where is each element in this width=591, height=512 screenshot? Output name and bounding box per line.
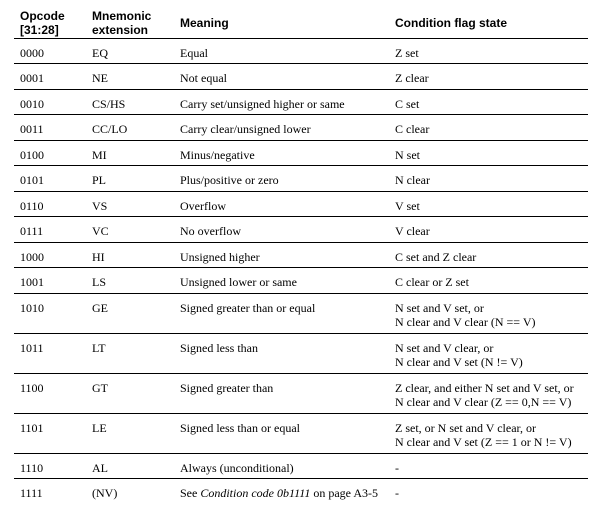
cell-flag-state: [389, 479, 588, 505]
cell-mnemonic: VS: [86, 191, 174, 217]
cell-opcode: 1101: [14, 413, 86, 453]
cell-mnemonic: EQ: [86, 38, 174, 64]
cell-meaning: [174, 479, 389, 505]
cell-meaning: No overflow: [174, 217, 389, 243]
flag-state-line: C set: [395, 96, 420, 111]
cell-flag-state: [389, 89, 588, 115]
table-row: [14, 64, 588, 90]
flag-state-line: V set: [395, 198, 420, 213]
cell-opcode: 0000: [14, 38, 86, 64]
flag-state-line: N clear: [395, 173, 430, 187]
flag-state-line: N clear and V clear (N == V): [395, 314, 536, 329]
table-row: [14, 89, 588, 115]
cell-opcode: 0101: [14, 166, 86, 192]
cell-mnemonic: GT: [86, 373, 174, 413]
flag-state-line: N set: [395, 147, 420, 162]
table-row: [14, 115, 588, 141]
table-row: [14, 38, 588, 64]
cell-meaning: Signed greater than: [174, 373, 389, 413]
flag-state-line: C clear or Z set: [395, 275, 469, 289]
cell-meaning: Always (unconditional): [174, 453, 389, 479]
cell-flag-state: [389, 217, 588, 243]
meaning-prefix: See: [180, 486, 201, 500]
cell-opcode: 0001: [14, 64, 86, 90]
cell-flag-state: [389, 413, 588, 453]
meaning-reference-link[interactable]: Condition code 0b1111: [200, 486, 311, 500]
flag-state-line: Z set, or N set and V clear, or: [395, 420, 537, 435]
table-row: [14, 453, 588, 479]
cell-opcode: 1110: [14, 453, 86, 479]
cell-opcode: 1100: [14, 373, 86, 413]
cell-meaning: Unsigned higher: [174, 242, 389, 268]
header-mnemonic-line-1: Mnemonic: [92, 9, 152, 23]
cell-flag-state: [389, 115, 588, 141]
flag-state-line: -: [395, 460, 399, 475]
cell-flag-state: [389, 453, 588, 479]
flag-state-line: V clear: [395, 224, 430, 238]
cell-mnemonic: CS/HS: [86, 89, 174, 115]
cell-meaning: Signed less than or equal: [174, 413, 389, 453]
cell-flag-state: [389, 191, 588, 217]
table-header-row: [14, 0, 588, 38]
cell-flag-state: [389, 293, 588, 333]
table-row: [14, 217, 588, 243]
cell-meaning: Minus/negative: [174, 140, 389, 166]
cell-meaning: Overflow: [174, 191, 389, 217]
table-row: [14, 268, 588, 294]
cell-mnemonic: AL: [86, 453, 174, 479]
cell-flag-state: [389, 242, 588, 268]
cell-meaning: Not equal: [174, 64, 389, 90]
flag-state-line: C clear: [395, 122, 430, 136]
cell-flag-state: [389, 268, 588, 294]
cell-flag-state: [389, 64, 588, 90]
cell-mnemonic: LE: [86, 413, 174, 453]
cell-meaning: Unsigned lower or same: [174, 268, 389, 294]
flag-state-line: Z clear: [395, 71, 429, 85]
header-mnemonic-line-2: extension: [92, 23, 149, 37]
cell-mnemonic: MI: [86, 140, 174, 166]
table-row: [14, 373, 588, 413]
cell-opcode: 0100: [14, 140, 86, 166]
table-row: [14, 413, 588, 453]
cell-mnemonic: LT: [86, 333, 174, 373]
cell-opcode: 1111: [20, 486, 43, 500]
cell-opcode: 1010: [14, 293, 86, 333]
cell-opcode: 0011: [14, 115, 86, 141]
header-mnemonic: [86, 0, 174, 38]
cell-mnemonic: GE: [86, 293, 174, 333]
cell-mnemonic: PL: [86, 166, 174, 192]
cell-mnemonic: VC: [86, 217, 174, 243]
header-opcode-line-2: [31:28]: [20, 23, 59, 37]
header-opcode-line-1: Opcode: [20, 9, 65, 23]
flag-state-line: N set and V clear, or: [395, 340, 494, 355]
cell-opcode: 0110: [14, 191, 86, 217]
cell-flag-state: [389, 333, 588, 373]
cell-meaning: Signed less than: [174, 333, 389, 373]
table-row: [14, 191, 588, 217]
cell-mnemonic: (NV): [92, 486, 118, 500]
cell-flag-state: [389, 140, 588, 166]
table-row: [14, 242, 588, 268]
cell-flag-state: [389, 166, 588, 192]
flag-state-line: N clear and V set (N != V): [395, 354, 523, 369]
cell-opcode: 0111: [14, 217, 86, 243]
cell-mnemonic: CC/LO: [86, 115, 174, 141]
cell-meaning: Carry set/unsigned higher or same: [174, 89, 389, 115]
cell-opcode: 0010: [14, 89, 86, 115]
table-row: [14, 140, 588, 166]
cell-meaning: Carry clear/unsigned lower: [174, 115, 389, 141]
flag-state-line: N set and V set, or: [395, 300, 484, 315]
cell-flag-state: [389, 38, 588, 64]
flag-state-line: Z set: [395, 45, 419, 60]
cell-opcode: 1011: [14, 333, 86, 373]
table-row: [14, 333, 588, 373]
cell-mnemonic: NE: [86, 64, 174, 90]
condition-code-table: [14, 0, 588, 504]
flag-state-line: Z clear, and either N set and V set, or: [395, 380, 574, 395]
table-row: [14, 166, 588, 192]
flag-state-line: -: [395, 486, 399, 500]
flag-state-line: N clear and V clear (Z == 0,N == V): [395, 394, 572, 409]
table-body: [14, 38, 588, 504]
header-flags: Condition flag state: [389, 0, 588, 38]
meaning-suffix: on page A3-5: [310, 486, 378, 500]
cell-meaning: Signed greater than or equal: [174, 293, 389, 333]
table-row: [14, 479, 588, 505]
cell-opcode: 1001: [14, 268, 86, 294]
cell-meaning: Equal: [174, 38, 389, 64]
table-row: [14, 293, 588, 333]
flag-state-line: N clear and V set (Z == 1 or N != V): [395, 434, 572, 449]
header-opcode: [14, 0, 86, 38]
cell-flag-state: [389, 373, 588, 413]
flag-state-line: C set and Z clear: [395, 249, 477, 264]
cell-mnemonic: HI: [86, 242, 174, 268]
header-meaning: Meaning: [174, 0, 389, 38]
cell-meaning: Plus/positive or zero: [174, 166, 389, 192]
cell-opcode: 1000: [14, 242, 86, 268]
cell-mnemonic: LS: [86, 268, 174, 294]
